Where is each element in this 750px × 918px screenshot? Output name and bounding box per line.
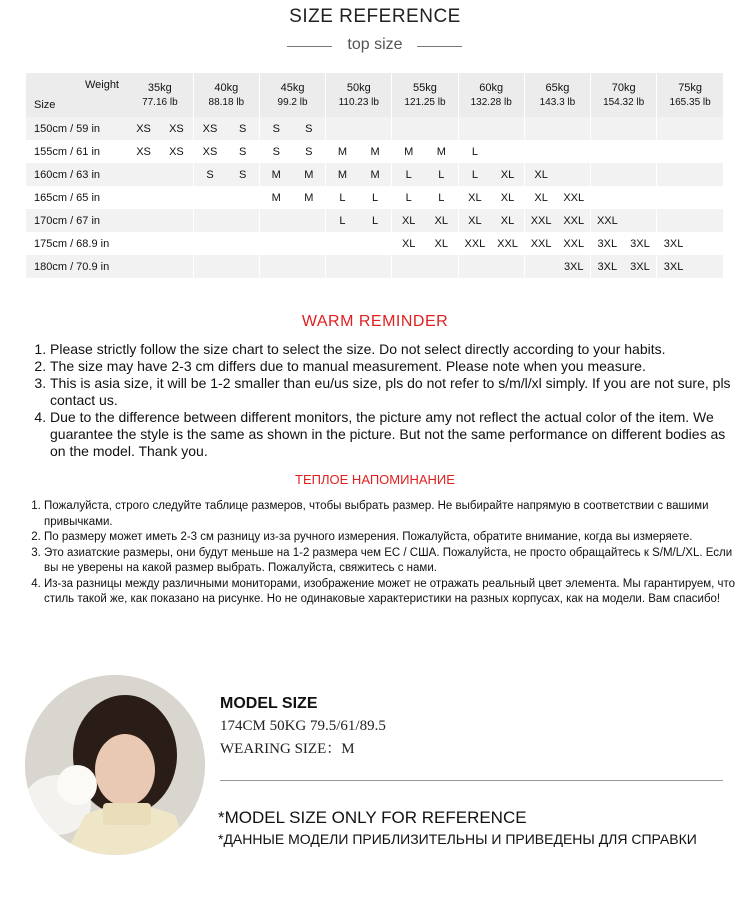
size-cell: XL	[491, 186, 524, 209]
height-label: 165cm / 65 in	[26, 186, 127, 209]
weight-lb: 143.3 lb	[539, 97, 576, 108]
size-cell: M	[259, 186, 292, 209]
size-cell	[557, 117, 590, 140]
model-note-russian: *ДАННЫЕ МОДЕЛИ ПРИБЛИЗИТЕЛЬНЫ И ПРИВЕДЕНЫ ДЛЯ СПРАВКИ	[218, 831, 697, 847]
size-cell	[127, 255, 160, 278]
list-item: 3. Это азиатские размеры, они будут меньше на 1-2 размера чем ЕС / США. Пожалуйста, не просто обращайтесь к S/M/L/XL. Если вы не уверены на какой размер выбрать. Пожалуйста, свяжитесь с нами.	[44, 546, 744, 577]
size-cell	[624, 163, 657, 186]
weight-header-cell	[326, 73, 392, 117]
size-cell	[425, 255, 458, 278]
size-cell: XS	[160, 140, 193, 163]
size-cell: XXL	[458, 232, 491, 255]
size-table-header	[26, 73, 723, 117]
size-cell: XS	[127, 140, 160, 163]
size-cell: 3XL	[591, 232, 624, 255]
size-cell	[127, 186, 160, 209]
list-item: 2. По размеру может иметь 2-3 см разницу из-за ручного измерения. Пожалуйста, обратите внимание, когда вы измеряете.	[44, 530, 744, 546]
page-title: SIZE REFERENCE	[289, 6, 461, 27]
weight-kg: 40kg	[214, 82, 239, 94]
weight-kg: 60kg	[479, 82, 504, 94]
weight-header-cell	[524, 73, 590, 117]
list-item: 3. This is asia size, it will be 1-2 smaller than eu/us size, pls do not refer to s/m/l/xl simply. If you are not sure, pls contact us.	[50, 375, 740, 409]
subtitle-row	[0, 36, 750, 56]
list-item: 2. The size may have 2-3 cm differs due to manual measurement. Please note when you measure.	[50, 358, 740, 375]
size-cell	[392, 117, 425, 140]
size-cell: M	[359, 140, 392, 163]
weight-header-cell	[193, 73, 259, 117]
size-cell: M	[359, 163, 392, 186]
size-cell	[160, 209, 193, 232]
size-cell: S	[259, 117, 292, 140]
size-cell	[127, 232, 160, 255]
weight-kg: 45kg	[280, 82, 305, 94]
list-item: 4. Due to the difference between different monitors, the picture amy not reflect the actual color of the item. We guarantee the style is the same as shown in the picture. But not the same performance on different bodies as on the model. Thank you.	[50, 409, 740, 460]
size-cell: XXL	[524, 209, 557, 232]
table-row	[26, 186, 723, 209]
size-cell	[591, 163, 624, 186]
size-cell	[193, 255, 226, 278]
size-cell	[326, 117, 359, 140]
size-cell: XL	[524, 163, 557, 186]
size-cell	[293, 255, 326, 278]
height-label: 175cm / 68.9 in	[26, 232, 127, 255]
size-cell: L	[458, 140, 491, 163]
weight-header-cell	[591, 73, 657, 117]
size-cell: S	[226, 117, 259, 140]
size-cell	[491, 140, 524, 163]
size-cell	[690, 255, 723, 278]
size-chart-table	[26, 73, 723, 278]
size-cell	[624, 209, 657, 232]
size-cell	[293, 209, 326, 232]
height-label: 150cm / 59 in	[26, 117, 127, 140]
warm-reminder-title: WARM REMINDER	[301, 313, 449, 330]
size-cell: XL	[425, 232, 458, 255]
model-illustration	[25, 675, 205, 855]
size-cell	[591, 140, 624, 163]
weight-lb: 99.2 lb	[277, 97, 308, 108]
size-cell	[690, 209, 723, 232]
size-cell	[690, 117, 723, 140]
weight-lb: 77.16 lb	[142, 97, 178, 108]
size-cell: XL	[425, 209, 458, 232]
size-cell	[160, 186, 193, 209]
size-cell: XL	[392, 232, 425, 255]
size-cell: L	[359, 186, 392, 209]
size-cell	[359, 117, 392, 140]
model-wearing-size: WEARING SIZE：M	[220, 741, 355, 757]
model-size-title: MODEL SIZE	[220, 695, 318, 712]
size-cell	[160, 232, 193, 255]
size-cell	[193, 186, 226, 209]
size-cell	[657, 186, 690, 209]
size-cell	[591, 117, 624, 140]
weight-kg: 35kg	[147, 82, 172, 94]
model-note-english: *MODEL SIZE ONLY FOR REFERENCE	[218, 808, 527, 827]
weight-label: Weight	[84, 79, 119, 91]
size-cell	[226, 186, 259, 209]
size-cell: L	[392, 186, 425, 209]
size-cell	[226, 232, 259, 255]
list-item: 4. Из-за разницы между различными мониторами, изображение может не отражать реальный цвет элемента. Мы гарантируем, что стиль такой же, как показано на рисунке. Но не одинаковые характеристики на разных корпусах, как на модели. Вам спасибо!	[44, 577, 744, 608]
size-cell	[160, 163, 193, 186]
table-row	[26, 117, 723, 140]
size-cell: 3XL	[591, 255, 624, 278]
size-cell	[690, 232, 723, 255]
height-label: 180cm / 70.9 in	[26, 255, 127, 278]
size-cell: XXL	[557, 209, 590, 232]
size-cell	[624, 117, 657, 140]
size-cell	[326, 255, 359, 278]
weight-kg: 70kg	[611, 82, 636, 94]
size-cell	[524, 117, 557, 140]
size-cell: XXL	[557, 186, 590, 209]
size-cell: S	[226, 140, 259, 163]
size-cell: L	[359, 209, 392, 232]
size-cell: S	[226, 163, 259, 186]
model-measurements: 174CM 50KG 79.5/61/89.5	[220, 718, 386, 734]
size-cell	[491, 117, 524, 140]
size-cell	[193, 232, 226, 255]
size-cell	[226, 255, 259, 278]
size-cell	[259, 209, 292, 232]
size-cell: 3XL	[624, 232, 657, 255]
table-row	[26, 232, 723, 255]
size-cell	[591, 186, 624, 209]
size-cell: XXL	[557, 232, 590, 255]
size-label: Size	[34, 99, 56, 111]
weight-header-cell	[392, 73, 458, 117]
size-cell: XL	[491, 163, 524, 186]
size-cell	[293, 232, 326, 255]
size-cell	[458, 117, 491, 140]
size-cell: M	[392, 140, 425, 163]
size-cell	[624, 186, 657, 209]
size-cell	[127, 163, 160, 186]
height-label: 160cm / 63 in	[26, 163, 127, 186]
size-cell: XL	[392, 209, 425, 232]
size-cell: L	[458, 163, 491, 186]
weight-kg: 65kg	[545, 82, 570, 94]
table-row	[26, 209, 723, 232]
size-cell: XL	[458, 186, 491, 209]
size-cell	[326, 232, 359, 255]
size-cell: L	[392, 163, 425, 186]
subtitle-divider-right	[417, 46, 462, 47]
size-cell: L	[326, 186, 359, 209]
size-cell: 3XL	[624, 255, 657, 278]
size-cell	[524, 255, 557, 278]
warm-reminder-list	[30, 341, 740, 460]
size-cell	[524, 140, 557, 163]
size-cell: M	[425, 140, 458, 163]
weight-header-cell	[259, 73, 325, 117]
size-cell: 3XL	[657, 255, 690, 278]
weight-header-cell	[458, 73, 524, 117]
size-cell	[359, 232, 392, 255]
weight-header-cell	[657, 73, 723, 117]
size-cell: L	[425, 163, 458, 186]
size-cell	[458, 255, 491, 278]
size-cell	[359, 255, 392, 278]
size-cell: 3XL	[557, 255, 590, 278]
size-cell: S	[293, 117, 326, 140]
weight-kg: 75kg	[678, 82, 703, 94]
size-cell: XXL	[591, 209, 624, 232]
size-cell	[624, 140, 657, 163]
size-cell: M	[326, 140, 359, 163]
size-cell: XS	[160, 117, 193, 140]
size-cell: S	[259, 140, 292, 163]
size-cell	[259, 232, 292, 255]
size-cell	[557, 163, 590, 186]
weight-lb: 165.35 lb	[669, 97, 711, 108]
size-cell	[127, 209, 160, 232]
size-cell	[657, 209, 690, 232]
size-cell	[557, 140, 590, 163]
size-cell	[657, 163, 690, 186]
size-cell	[160, 255, 193, 278]
weight-lb: 110.23 lb	[338, 97, 379, 108]
size-cell	[425, 117, 458, 140]
table-row	[26, 163, 723, 186]
size-cell: M	[326, 163, 359, 186]
list-item: 1. Пожалуйста, строго следуйте таблице размеров, чтобы выбрать размер. Не выбирайте напрямую в соответствии с вашими привычками.	[44, 499, 744, 530]
size-cell	[193, 209, 226, 232]
russian-reminder-list	[30, 499, 744, 608]
size-cell: M	[259, 163, 292, 186]
size-cell: XS	[127, 117, 160, 140]
weight-kg: 50kg	[346, 82, 371, 94]
size-cell	[690, 140, 723, 163]
size-cell: S	[193, 163, 226, 186]
weight-kg: 55kg	[413, 82, 437, 94]
size-cell: XL	[458, 209, 491, 232]
model-photo	[25, 675, 205, 855]
size-cell	[392, 255, 425, 278]
size-cell: XS	[193, 140, 226, 163]
size-cell	[690, 186, 723, 209]
size-cell: L	[425, 186, 458, 209]
size-cell	[657, 117, 690, 140]
subtitle: top size	[347, 36, 403, 53]
weight-lb: 132.28 lb	[470, 97, 512, 108]
size-cell: 3XL	[657, 232, 690, 255]
size-cell: S	[293, 140, 326, 163]
russian-reminder-title: ТЕПЛОЕ НАПОМИНАНИЕ	[295, 472, 455, 487]
size-cell	[259, 255, 292, 278]
table-row	[26, 140, 723, 163]
size-cell: XL	[491, 209, 524, 232]
size-cell: XXL	[491, 232, 524, 255]
corner-cell	[26, 73, 127, 117]
size-cell: L	[326, 209, 359, 232]
height-label: 155cm / 61 in	[26, 140, 127, 163]
size-cell: M	[293, 163, 326, 186]
size-cell	[226, 209, 259, 232]
table-row	[26, 255, 723, 278]
size-cell: XXL	[524, 232, 557, 255]
size-cell: XS	[193, 117, 226, 140]
weight-header-cell	[127, 73, 193, 117]
size-cell	[657, 140, 690, 163]
weight-lb: 154.32 lb	[603, 97, 645, 108]
size-cell	[690, 163, 723, 186]
list-item: 1. Please strictly follow the size chart to select the size. Do not select directly according to your habits.	[50, 341, 740, 358]
model-divider	[220, 780, 723, 781]
size-cell: XL	[524, 186, 557, 209]
weight-lb: 121.25 lb	[404, 97, 446, 108]
height-label: 170cm / 67 in	[26, 209, 127, 232]
size-cell: M	[293, 186, 326, 209]
weight-lb: 88.18 lb	[208, 97, 245, 108]
size-cell	[491, 255, 524, 278]
